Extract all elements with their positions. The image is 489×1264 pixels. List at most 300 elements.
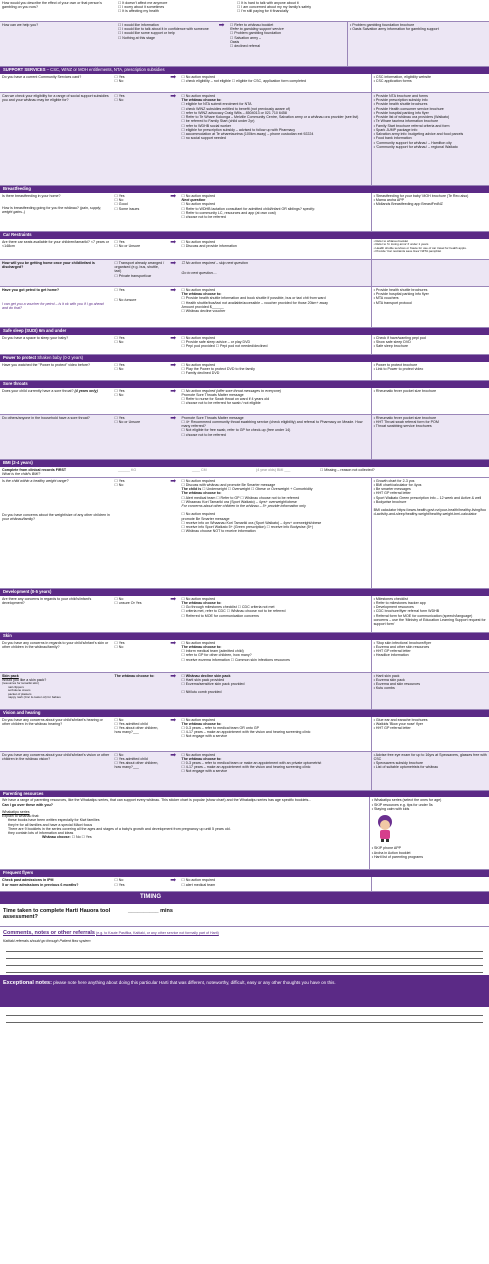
opt-checkbox[interactable]: ☐ choose not to be referred xyxy=(181,215,226,220)
opt-checkbox[interactable]: ☐ alert medical team xyxy=(181,882,216,887)
opt-checkbox[interactable]: ☐ check eligibility – not eligible ☐ eligible for CSC, application form completed xyxy=(181,79,307,84)
arrow-right-icon: ➡ xyxy=(170,387,177,395)
opt-checkbox[interactable]: ☐ Yes xyxy=(114,335,125,340)
opt-checkbox[interactable]: ☐ I'm still paying for it financially xyxy=(237,9,289,14)
opt-checkbox[interactable]: ☐ No action required xyxy=(181,239,216,244)
section-header-parenting: Parenting resources xyxy=(0,791,489,798)
skin-actions xyxy=(180,640,371,672)
list-item: • these books have been written especially for Kiwi families xyxy=(8,818,367,822)
opt-checkbox[interactable]: ☐ Nothing at this stage xyxy=(118,35,155,40)
throat-row xyxy=(0,388,489,415)
resource-item: • Rheumatic fever pocket size brochure xyxy=(373,415,437,420)
arrow-right-icon: ➡ xyxy=(170,361,177,369)
opt-checkbox[interactable]: ☐ 4-17 years – make an appointment with the vision and hearing screening clinic xyxy=(181,730,311,735)
opt-checkbox[interactable]: ☐ Good xyxy=(114,202,128,207)
opt-checkbox[interactable]: ☐ Some issues xyxy=(114,206,140,211)
opt-checkbox[interactable]: ☐ No action required xyxy=(181,93,216,98)
comments-textarea[interactable] xyxy=(0,943,489,975)
resource-item: • Mama aroha APP xyxy=(373,198,405,203)
section-header-power: Power to protect Shaken baby (0-2 years) xyxy=(0,355,489,362)
skin-pack-actions xyxy=(180,673,371,709)
resource-item: • Kutu combs xyxy=(373,686,395,691)
timing-input[interactable]: __________ mins xyxy=(128,907,173,914)
opt-checkbox[interactable]: ☐ No action required xyxy=(181,717,216,722)
script-note: I can get you a voucher for petrol – is it ok with you if I go ahead and do that? xyxy=(2,302,104,311)
opt-checkbox[interactable]: ☐ Refer to WDHB lactation consultant for admitted child/infant OR siblings? specify: xyxy=(181,206,315,211)
opt-checkbox[interactable]: ☐ No action required xyxy=(181,202,216,207)
hearing-options xyxy=(113,717,167,751)
subsidies-options xyxy=(113,93,167,185)
breastfeeding-questions xyxy=(0,193,113,231)
parenting-body xyxy=(0,797,369,869)
opt-checkbox[interactable]: ☐ No /unsure xyxy=(114,298,137,303)
gambling-help-resources xyxy=(347,22,469,66)
opt-checkbox[interactable]: ☐ I would like to talk about it in confidence with someone xyxy=(118,27,209,32)
opt-checkbox[interactable]: ☐ No xyxy=(114,878,124,883)
opt-checkbox[interactable]: ☐ Health shuttle/bus/taxi not available/accessible – voucher provided for those 20km+ away xyxy=(181,300,328,305)
opt-checkbox[interactable]: ☐ 0-3 years – refer to medical team or make an appointment with an private optometrist xyxy=(181,761,322,765)
opt-checkbox[interactable]: ☐ Whānau choose NOT to receive information xyxy=(181,529,256,534)
resource-item: • Be smarter messages xyxy=(373,487,411,492)
section-header-car: Car Restraints xyxy=(0,232,489,239)
opt-checkbox[interactable]: ☐ refer to WINZ advocacy Craig Wills – 8504013 or 021 710 6458 xyxy=(181,110,287,115)
opt-checkbox[interactable]: ☐ No xyxy=(114,482,124,487)
opt-checkbox[interactable]: ☐ No action required xyxy=(181,512,216,517)
resource-item: • Eczema and other skin resources xyxy=(373,644,430,649)
subhead: The whānau choose to: xyxy=(181,98,222,103)
opt-checkbox[interactable]: ☐ Nit/lutu comb provided xyxy=(181,690,222,695)
resource-item: • Provide health shuttle brochures xyxy=(373,287,428,292)
opt-checkbox[interactable]: ☐ No or Unsure xyxy=(114,244,141,249)
timing-header: TIMING xyxy=(0,892,489,903)
subhead: Refer to gambling support service xyxy=(230,27,284,32)
opt-checkbox[interactable]: ☐ Not engage with a service xyxy=(181,734,228,739)
opt-checkbox[interactable]: ☐ Salvation army – xyxy=(230,35,261,40)
csc-resources xyxy=(371,74,489,92)
opt-checkbox[interactable]: ☐ Yes xyxy=(114,388,125,393)
vision-question: Do you have any concerns about your child's/infant's vision or other children in the whānau vision? xyxy=(2,752,110,761)
dev-actions xyxy=(180,596,371,632)
opt-checkbox[interactable]: ☐ No action required xyxy=(181,640,216,645)
opt-checkbox[interactable]: ☐ receive info on Whaanau Kori Tamariki ora (Sport Waikato) – 4yrs+ overweight/obese xyxy=(181,520,322,525)
opt-checkbox[interactable]: ☐ Yes xyxy=(114,93,125,98)
choose-label: Whānau choose: xyxy=(42,835,71,840)
opt-checkbox[interactable]: ☐ receive info Sport Waikato 5+ (Green prescription) ☐ receive info Bodywise (5+) xyxy=(181,525,314,530)
car-seat-question: Are there car seats available for your children/tamariki? <7 years or <148cm xyxy=(2,239,109,249)
opt-checkbox[interactable]: ☐ Provide safe sleep advice – or play DVD xyxy=(181,340,251,345)
opt-checkbox[interactable]: ☐ Play the Power to protect DVD to the family xyxy=(181,367,255,371)
opt-checkbox[interactable]: ☐ No action required xyxy=(181,596,216,601)
opt-checkbox[interactable]: ☐ No action required xyxy=(181,287,216,292)
dev-question: Are there any concerns in regards to your child's/infant's development? xyxy=(2,596,92,605)
opt-checkbox[interactable]: Oasis xyxy=(230,39,240,44)
opt-checkbox[interactable]: ☐ It is affecting my health xyxy=(118,9,159,14)
section-header-dev: Development (0-5 years) xyxy=(0,589,489,596)
opt-checkbox[interactable]: ☐ Whānau decline skin pack xyxy=(181,673,231,678)
opt-checkbox[interactable]: ☐ No xyxy=(114,392,124,397)
opt-checkbox[interactable]: ☐ Yes xyxy=(114,287,125,292)
csc-question: Do you have a current Community Services card? xyxy=(2,74,82,79)
getting-home-actions xyxy=(180,260,371,286)
list-item: • packet of plasters xyxy=(8,693,111,697)
resource-item: • Provide prescription subsidy info xyxy=(373,98,428,103)
opt-checkbox[interactable]: ☐ No xyxy=(114,752,124,757)
opt-checkbox[interactable]: ☐ No action required xyxy=(181,362,216,367)
opt-checkbox[interactable]: ☐ 4-17 years – make an appointment with the vision and hearing screening clinic xyxy=(181,765,311,770)
resource-item: • Glue ear and earache brochures xyxy=(373,717,428,722)
throat-actions xyxy=(180,388,371,414)
petrol-resources xyxy=(371,287,489,327)
gambling-help-question: How can we help you? xyxy=(2,23,39,27)
opt-checkbox[interactable]: ☐ 0-3 years – refer to medical team OR onto GP xyxy=(181,726,260,730)
power-actions xyxy=(180,362,371,380)
opt-checkbox[interactable]: ☐ Yes admitted child xyxy=(114,756,148,761)
resource-item: • Refer to milestones tracker app xyxy=(373,600,426,605)
opt-checkbox[interactable]: ☐ Whānau decline voucher xyxy=(181,309,226,314)
opt-checkbox[interactable]: ☐ eligible for prescription subsidy – advised to follow up with Pharmacy xyxy=(181,127,296,132)
bmi-questions xyxy=(0,478,113,588)
resource-item: • Throat swabbing service brochures xyxy=(373,424,432,429)
opt-checkbox[interactable]: ☐ receive eczema information ☐ Common skin infections resources xyxy=(181,657,290,662)
sleep-options xyxy=(113,335,167,354)
gambling-help-row xyxy=(0,22,489,67)
opt-checkbox[interactable]: ☐ Problem gambling foundation xyxy=(230,31,281,36)
bmi-record-row xyxy=(0,467,489,478)
opt-checkbox[interactable]: ☐ Refer to community LC, resources and app (at own cost) xyxy=(181,210,276,215)
opt-checkbox[interactable]: ☐ Yes xyxy=(114,74,125,79)
opt-checkbox[interactable]: ☐ No action required xyxy=(181,193,216,198)
petrol-row xyxy=(0,287,489,328)
opt-checkbox[interactable]: ☐ Yes xyxy=(114,882,125,887)
arrow-right-icon: ➡ xyxy=(170,92,177,100)
csc-options xyxy=(113,74,167,92)
arrow-right-icon: ➡ xyxy=(170,477,177,485)
resource-item: • Safe sleep brochure xyxy=(373,344,409,349)
resource-item: • Aroha in Action booklet xyxy=(371,850,411,855)
app-mascot-image xyxy=(372,813,398,843)
subhead: The whānau choose to: xyxy=(181,721,222,726)
opt-checkbox[interactable]: ☐ choose not to be referred xyxy=(181,432,226,437)
opt-checkbox[interactable]: ☐ No xyxy=(114,98,124,103)
list-item: • sorbolene cream xyxy=(8,689,111,693)
opt-checkbox[interactable]: ☐ No action required xyxy=(181,752,216,757)
getting-home-question: How will you be getting home once your child/infant is discharged? xyxy=(2,260,95,270)
dev-row xyxy=(0,596,489,633)
gambling-effect-options-a xyxy=(116,0,235,21)
opt-checkbox[interactable]: ☐ Yes xyxy=(114,640,125,645)
opt-checkbox[interactable]: ☐ Whaanau Kori Tamariki ora (Sport Waikato) – 4yrs+ overweight/obese xyxy=(181,499,297,504)
comments-hint: (e.g. to Kaute Pasifika, Kaitiaki, or any other service not formally part of Harti) xyxy=(96,930,219,935)
parenting-resources xyxy=(369,797,489,869)
getting-home-resources xyxy=(371,260,489,286)
opt-checkbox[interactable]: ☐ No action required xyxy=(181,478,216,483)
resource-item: • List of suitable optometrists for whānau xyxy=(373,765,439,770)
opt-checkbox[interactable]: ☐ accommodation at Te wharetaurima (100km away) – phone custodian ext 92224 xyxy=(181,132,314,137)
opt-checkbox[interactable]: ☐ I would like information xyxy=(118,23,159,27)
bmi-missing-checkbox[interactable]: ☐ Missing – reason not collected? xyxy=(320,467,375,472)
opt-checkbox[interactable]: ☐ It doesn't affect me anymore xyxy=(118,1,168,5)
opt-checkbox[interactable]: ☐ Eczema/sensitive skin pack provided xyxy=(181,682,245,687)
opt-checkbox[interactable]: ☐ I am concerned about my my family's safety xyxy=(237,5,312,10)
resource-item: • MTA transport protocol xyxy=(373,300,412,305)
opt-checkbox[interactable]: ☐ No xyxy=(114,79,124,84)
opt-checkbox[interactable]: ☐ Refer to nurse for Swab throat on ward if 4 years old xyxy=(181,397,270,402)
resource-item: • Link to Power to protect video xyxy=(373,367,424,371)
subhead: The whānau choose to: xyxy=(181,292,222,297)
throat-options xyxy=(113,388,167,414)
opt-checkbox[interactable]: ☐ Yes about other children, how many?___ xyxy=(114,761,159,770)
opt-checkbox[interactable]: ☐ No action required xyxy=(181,74,216,79)
opt-checkbox[interactable]: ☐ I worry about it sometimes xyxy=(118,5,165,10)
opt-checkbox[interactable]: ☐ Yes about other children, how many?___ xyxy=(114,726,159,735)
comments-note: Kaitiaki referrals should go through Patient flow system xyxy=(3,939,91,943)
opt-checkbox[interactable]: ☐ Pepi pod provided ☐ Pepi pod not needed/declined xyxy=(181,344,268,349)
opt-checkbox[interactable]: ☐ No xyxy=(114,340,124,345)
power-question: Have you watched the "Power to protect" video before? xyxy=(2,362,91,367)
bmi-cm-field[interactable]: ____ CM xyxy=(192,467,207,472)
opt-checkbox[interactable]: ☐ Provide health shuttle information and book shuttle if possible, bus or taxi chit from ward xyxy=(181,296,326,301)
opt-checkbox[interactable]: ☐ Family declined DVD xyxy=(181,371,220,376)
resource-item: • Milestones checklist xyxy=(373,596,408,601)
list-item: • nail clippers xyxy=(8,686,111,690)
resource-item: • Provide NTA brochure and forms xyxy=(373,93,428,98)
hearing-actions xyxy=(180,717,371,751)
sleep-row xyxy=(0,335,489,355)
resource-item: • MTA vouchers xyxy=(373,296,399,301)
opt-checkbox[interactable]: ☐ No xyxy=(114,717,124,722)
opt-checkbox[interactable]: promote Be Smarter message xyxy=(181,516,230,521)
arrow-right-icon: ➡ xyxy=(170,414,177,422)
breastfeeding-resources xyxy=(371,193,489,231)
opt-checkbox[interactable]: ☐ refer to GP for other children, how many? xyxy=(181,653,252,658)
skin-row xyxy=(0,640,489,673)
resource-item: • Provide Health consumer service brochure xyxy=(373,106,444,111)
message: Promote Sore Throats Matter message xyxy=(181,392,244,397)
sleep-resources xyxy=(371,335,489,354)
bmi-actions: ☐ No action required ☐ Discuss with whānau and promote Be Smarter message The child is ☐ Underweight ☐ Overweight ☐ Obese or Overweight + Comorbidity The whānau choose to: ☐ Alert medical team ☐ Refer to GP ☐ Whānau choose not to be referred ☐ Whaanau Kori Tamariki ora (Sport Waikato) – 4yrs+ overweight/obese For concerns about other children in the whānau – 5+ provide information only ☐ No action required promote Be Smarter message ☐ receive info on Whaanau Kori Tamariki ora (Sport Waikato) – 4yrs+ overweight/obese ☐ receive info Sport Waikato 5+ (Green prescription) ☐ receive info Bodywise (5+) ☐ Whānau choose NOT to receive information xyxy=(180,478,371,588)
resource-item: • Te Whare taurima information brochure xyxy=(373,119,439,124)
resource-item: • 'Breastfeeding for your baby' MOH brochure (Te Reo also) xyxy=(373,193,469,198)
opt-checkbox[interactable]: ☐ Yes xyxy=(81,835,92,840)
resource-item: • Bodywise brochure xyxy=(373,499,407,504)
opt-checkbox[interactable]: ☐ Yes xyxy=(114,478,125,483)
opt-checkbox[interactable]: ☐ choose not to be referred for swab / not eligible xyxy=(181,401,261,406)
opt-checkbox[interactable]: ☐ Refer to whānau booklet xyxy=(230,23,274,27)
resource-item: • Harti skin pack xyxy=(373,673,400,678)
arrow-right-icon: ➡ xyxy=(170,639,177,647)
resource-item: • Provide hospital parking info flyer xyxy=(373,292,429,297)
sleep-question: Do you have a space to sleep your baby? xyxy=(2,335,69,340)
skin-pack-row xyxy=(0,673,489,710)
subsidies-row xyxy=(0,93,489,186)
resource-item: • Rheumatic fever pocket size brochure xyxy=(373,388,437,393)
arrow-right-icon: ➡ xyxy=(170,286,177,294)
bmi-row xyxy=(0,478,489,589)
arrow-right-icon: ➡ xyxy=(170,877,177,885)
opt-checkbox[interactable]: ☐ Go through milestones checklist ☐ CDC criteria not met xyxy=(181,605,275,610)
breastfeeding-actions xyxy=(180,193,371,231)
section-header-bmi: BMI (2-4 years) xyxy=(0,460,489,467)
csc-row xyxy=(0,74,489,93)
resource-item: • Eczema and skin resources xyxy=(373,682,421,687)
resource-item: • Power to protect brochure xyxy=(373,362,418,367)
opt-checkbox[interactable]: ☐ no social support needed xyxy=(181,136,226,141)
opt-checkbox[interactable]: ☐ Yes xyxy=(114,362,125,367)
opt-checkbox[interactable]: ☐ Transport already arranged / organised (e.g. bus, shuttle, taxi) xyxy=(114,260,165,274)
exceptional-notes-banner xyxy=(0,975,489,1007)
opt-checkbox[interactable]: ☐ criteria met, refer to CDC ☐ Whānau choose not to be referred xyxy=(181,609,286,614)
petrol-actions xyxy=(180,287,371,327)
opt-checkbox[interactable]: ☐ check WINZ subsidies entitled to benefit (not previously aware of) xyxy=(181,106,291,111)
subhead: The whānau choose to: xyxy=(181,756,222,761)
question: Is the child within a healthy weight range? xyxy=(2,478,69,483)
opt-checkbox[interactable]: ☐ No action required (offer sore throat messages to everyone) xyxy=(181,388,282,393)
timing-row xyxy=(0,904,489,927)
opt-checkbox[interactable]: ☐ Harti skin pack provided xyxy=(181,677,225,682)
opt-checkbox[interactable]: ☐ No or Unsure xyxy=(114,419,141,424)
opt-checkbox[interactable]: ☐ Yes xyxy=(114,415,125,420)
arrow-right-icon: ➡ xyxy=(170,73,177,81)
resource-item: • Problem gambling foundation brochure xyxy=(350,23,415,27)
resource-item: • CSC information, eligibility website xyxy=(373,74,431,79)
opt-checkbox[interactable]: ☐ eligible for NTA submit enrolment for NTA xyxy=(181,102,252,107)
arrow-right-icon: ➡ xyxy=(218,22,225,29)
note: Go to next question.... xyxy=(181,271,217,276)
comments-title: Comments, notes or other referrals xyxy=(3,929,95,936)
resource-item: • HHT GP referral letter xyxy=(373,491,411,496)
section-header-breastfeeding: Breastfeeding xyxy=(0,186,489,193)
getting-home-row xyxy=(0,260,489,287)
resource-item: • Provide list of whānau ora providers (Waikato) xyxy=(373,115,450,120)
opt-checkbox[interactable]: ☐ No xyxy=(114,367,124,371)
arrow-right-icon: ➡ xyxy=(170,595,177,603)
exceptional-notes-textarea[interactable] xyxy=(0,1007,489,1025)
household-throat-actions xyxy=(180,415,371,459)
sleep-actions xyxy=(180,335,371,354)
opt-checkbox[interactable]: ☐ Alert medical team ☐ Refer to GP ☐ Whānau choose not to be referred xyxy=(181,495,300,500)
arrow-right-icon: ➡ xyxy=(170,334,177,342)
section-header-flyers: Frequent flyers xyxy=(0,870,489,877)
skin-pack-choose-label: The whānau choose to: xyxy=(114,673,155,678)
flyers-resources xyxy=(371,877,489,891)
opt-checkbox[interactable]: ☐ Yes admitted child xyxy=(114,721,148,726)
resource-item: • Whakatipu series (select the ones for age) xyxy=(371,798,442,803)
hint: (pain, supply, weight gains..) xyxy=(2,206,102,215)
list-item: • they contain lots of information and ideas xyxy=(8,831,367,835)
resource-item: • Specsavers subsidy brochure xyxy=(373,761,424,765)
opt-checkbox[interactable]: ☐ 4+ Recommend community throat swabbing service (check eligibility) and referral to Pharmacy on Meade. How many referred? xyxy=(181,419,363,429)
resource-item: • Oasis Salvation army information for gambling support xyxy=(350,27,439,32)
skin-options xyxy=(113,640,167,672)
section-header-vision: Vision and hearing xyxy=(0,710,489,717)
bmi-resources xyxy=(371,478,489,588)
opt-checkbox[interactable]: ☐ Yes xyxy=(114,239,125,244)
opt-checkbox[interactable]: ☐ Discuss and provide information xyxy=(181,244,237,249)
opt-checkbox[interactable]: ☐ declined referral xyxy=(230,44,261,49)
arrow-right-icon: ➡ xyxy=(170,672,177,680)
resource-item: • Salvation army info: budgeting advice and food parcels xyxy=(373,132,464,137)
opt-checkbox[interactable]: ☐ inform medical team (admitted child) xyxy=(181,649,244,654)
resource-item: • Development resources xyxy=(373,605,414,610)
opt-checkbox[interactable]: ☐ No xyxy=(114,596,124,601)
subsidies-question: Can we check your eligibility for a range of social support subsidies you and your whānau may be eligible for? xyxy=(2,93,109,103)
resource-item: • Harti list of parenting programs xyxy=(371,854,424,859)
opt-checkbox[interactable]: ☐ Not engage with a service xyxy=(181,769,228,774)
gambling-help-options xyxy=(116,22,215,66)
petrol-question xyxy=(0,287,113,327)
comments-section xyxy=(0,927,489,944)
exceptional-text: please note here anything about doing this particular Harti that was different, noteworthy, difficult, easy or any other thoughts you have on this. xyxy=(53,980,336,986)
list-item: • There are 9 booklets in the series covering all the ages and stages of a baby's growth and development from pregnancy up until 5 years old. xyxy=(8,827,367,831)
vision-resources xyxy=(371,752,489,790)
csc-actions xyxy=(180,74,371,92)
opt-checkbox[interactable]: ☐ unsure Or Yes xyxy=(114,600,142,605)
resource-item: • HHT GP referral letter xyxy=(373,726,411,730)
amount-field[interactable]: Amount provided $______ xyxy=(181,304,224,309)
breastfeeding-options xyxy=(113,193,167,231)
parenting-intro: We have a range of parenting resources, like the Whakatipu series, that can support every whānau. This sticker chart is popular (show chart) and the Whakatipu series has age specific booklets... xyxy=(2,798,312,803)
resource-item: • CDC brochure/flyer referral form WDHB xyxy=(373,609,440,614)
bmi-value-field[interactable]: (4 year olds) BMI ___ xyxy=(256,467,291,472)
opt-checkbox[interactable]: ☐ Refer to Te Whare Kokonga – Melville Community Centre, Salvation army or a whānau ora provider (see list) xyxy=(181,115,359,120)
opt-checkbox[interactable]: ☐ refer to WDHB social worker xyxy=(181,123,232,128)
opt-checkbox[interactable]: ☐ Referred to MOE for communication concerns xyxy=(181,613,259,618)
arrow-right-icon: ➡ xyxy=(170,716,177,724)
skin-pack-resources xyxy=(371,673,489,709)
resource-item: • Midlands Breastfeeding app BreastFedNZ xyxy=(373,202,443,207)
household-throat-resources xyxy=(371,415,489,459)
opt-checkbox[interactable]: ☐ No xyxy=(114,198,124,203)
car-seat-actions xyxy=(180,239,371,259)
dev-options xyxy=(113,596,167,632)
resource-item: • Headlice information xyxy=(373,653,409,658)
opt-checkbox[interactable]: ☐ No action required – skip next question xyxy=(181,260,248,265)
parenting-question: Can I go over these with you? xyxy=(2,802,53,807)
timing-question: Time taken to complete Harti Hauora tool assessment? xyxy=(3,907,111,920)
subsidies-actions xyxy=(180,93,371,185)
opt-checkbox[interactable]: ☐ Discuss with whānau and promote Be Smarter message xyxy=(181,482,276,487)
opt-checkbox[interactable]: ☐ be referred to Family Start (child under 2yr) xyxy=(181,119,255,124)
breastfeeding-row xyxy=(0,193,489,232)
resource-item: • SKIP resources e.g. tips for under 5s xyxy=(371,802,433,807)
opt-checkbox[interactable]: ☐ It is hard to talk with anyone about it xyxy=(237,1,299,5)
resource-item: • Provide health shuttle brochures xyxy=(373,102,428,107)
bmi-kg-field[interactable]: ______ KG xyxy=(118,467,137,472)
subhead: The whānau choose to: xyxy=(181,644,222,649)
arrow-right-icon: ➡ xyxy=(170,238,177,246)
opt-checkbox[interactable]: ☐ No xyxy=(71,835,81,840)
opt-checkbox[interactable]: ☐ No action required xyxy=(181,878,216,883)
flyers-options xyxy=(113,877,167,891)
opt-checkbox[interactable]: ☐ Not eligible for free swab, refer to GP for check-up (free under 14) xyxy=(181,428,291,433)
resource-item: • Provide 'Car restraints save lives' NZTA pamphlet xyxy=(373,249,442,254)
opt-checkbox[interactable]: ☐ No action required xyxy=(181,335,216,340)
opt-checkbox[interactable]: ☐ Private transport/car xyxy=(114,273,152,278)
resource-item: • HHT GP referral letter xyxy=(373,649,411,654)
resource-item: • HHT Throat swab referral form for POM xyxy=(373,419,439,424)
opt-checkbox[interactable]: ☐ I would like some support or help xyxy=(118,31,175,36)
opt-checkbox[interactable]: ☐ No xyxy=(114,644,124,649)
resource-item: • 'Stop skin infections' brochure/flyer xyxy=(373,640,432,645)
opt-checkbox[interactable]: ☐ Yes xyxy=(114,193,125,198)
subhead: The whānau choose to: xyxy=(181,491,222,496)
resource-item: • Advise free eye exam for up to 16yrs at Specsavers, glasses free with CSC xyxy=(373,752,487,761)
resource-item: • Provide hospital parking info flyer xyxy=(373,110,429,115)
resource-item: • Health shuttle services or Kaute for use of car travel for health appts. xyxy=(373,245,467,250)
question: Is there breastfeeding in your home? xyxy=(2,193,61,198)
exceptional-title: Exceptional notes: xyxy=(3,980,52,987)
resource-item: • Refer to 'In loving arms' if under 1 years xyxy=(373,242,429,247)
